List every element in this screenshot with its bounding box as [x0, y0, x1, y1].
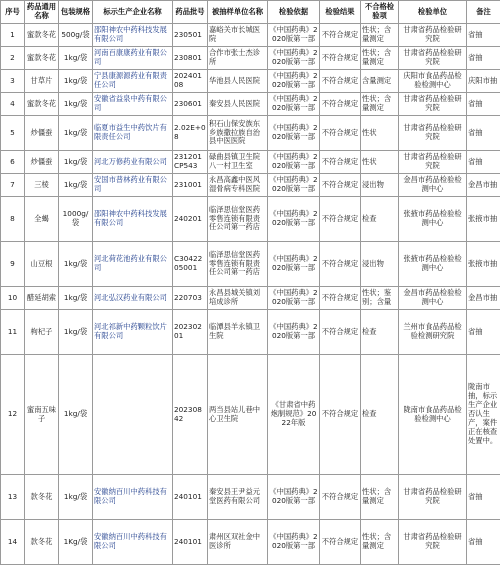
row-lab: 甘肃省药品检验研究院	[399, 116, 467, 151]
row-sampled-unit: 临泽思信堂医药零售连锁有限责任公司第一药店	[208, 197, 268, 242]
row-spec: 1Kg/袋	[59, 520, 93, 565]
row-basis: 《中国药典》2020版第一部	[268, 475, 320, 520]
row-note: 省抽	[467, 47, 500, 70]
row-seq: 4	[1, 93, 25, 116]
row-note: 省抽	[467, 116, 500, 151]
row-result: 不符合规定	[320, 24, 361, 47]
row-sampled-unit: 永昌高鑫中医风湿骨病专科医院	[208, 174, 268, 197]
row-result: 不符合规定	[320, 174, 361, 197]
row-seq: 13	[1, 475, 25, 520]
row-lab: 甘肃省药品检验研究院	[399, 93, 467, 116]
header-seq: 序号	[1, 1, 25, 24]
row-maker: 河北祁新中药颗粒饮片有限公司	[93, 310, 173, 355]
row-maker: 河北荷花池药业有限公司	[93, 242, 173, 287]
row-seq: 14	[1, 520, 25, 565]
row-seq: 8	[1, 197, 25, 242]
row-seq: 9	[1, 242, 25, 287]
row-basis: 《中国药典》2020版第一部	[268, 24, 320, 47]
row-lab: 陇南市食品药品检验检测中心	[399, 355, 467, 475]
row-maker: 河南百康康药业有限公司	[93, 47, 173, 70]
row-seq: 12	[1, 355, 25, 475]
row-basis: 《中国药典》2020版第一部	[268, 93, 320, 116]
row-failed-items: 性状	[361, 151, 399, 174]
row-basis: 《甘肃省中药炮制规范》2022年版	[268, 355, 320, 475]
row-maker: 宁县康源源药业有限责任公司	[93, 70, 173, 93]
row-basis: 《中国药典》2020版第一部	[268, 47, 320, 70]
row-failed-items: 性状；含量测定	[361, 475, 399, 520]
table-row	[1, 310, 500, 355]
row-drug-name: 枸杞子	[25, 310, 59, 355]
row-maker: 安国市普林药业有限公司	[93, 174, 173, 197]
row-note: 省抽	[467, 310, 500, 355]
table-row	[1, 520, 500, 565]
row-maker: 安徽省益泉中药有限公司	[93, 93, 173, 116]
header-failed-items: 不合格检验项	[361, 1, 399, 24]
row-failed-items: 含量测定	[361, 70, 399, 93]
row-failed-items: 性状	[361, 116, 399, 151]
row-basis: 《中国药典》2020版第一部	[268, 520, 320, 565]
table-row	[1, 24, 500, 47]
row-result: 不符合规定	[320, 287, 361, 310]
row-seq: 11	[1, 310, 25, 355]
table-row	[1, 116, 500, 151]
row-drug-name: 款冬花	[25, 520, 59, 565]
row-note: 庆阳市抽	[467, 70, 500, 93]
row-sampled-unit: 积石山保安族东乡族撒拉族自治县中医医院	[208, 116, 268, 151]
row-drug-name: 蜜款冬花	[25, 93, 59, 116]
header-basis: 检验依据	[268, 1, 320, 24]
row-batch: 240101	[173, 475, 208, 520]
row-batch: 2.02E+08	[173, 116, 208, 151]
row-spec: 1kg/袋	[59, 151, 93, 174]
row-seq: 1	[1, 24, 25, 47]
row-basis: 《中国药典》2020版第一部	[268, 242, 320, 287]
row-sampled-unit: 秦安县人民医院	[208, 93, 268, 116]
row-sampled-unit: 嘉峪关市长城医院	[208, 24, 268, 47]
row-batch: 230601	[173, 93, 208, 116]
row-maker: 安徽纳百川中药科技有限公司	[93, 475, 173, 520]
row-basis: 《中国药典》2020版第一部	[268, 287, 320, 310]
table-row	[1, 93, 500, 116]
row-spec: 1kg/袋	[59, 287, 93, 310]
row-lab: 张掖市药品检验检测中心	[399, 242, 467, 287]
table-row	[1, 475, 500, 520]
row-drug-name: 蜜南五味子	[25, 355, 59, 475]
row-result: 不符合规定	[320, 116, 361, 151]
row-result: 不符合规定	[320, 70, 361, 93]
header-maker: 标示生产企业名称	[93, 1, 173, 24]
row-sampled-unit: 两当县站儿巷中心卫生院	[208, 355, 268, 475]
row-spec: 500g/袋	[59, 24, 93, 47]
row-maker: 安徽纳百川中药科技有限公司	[93, 520, 173, 565]
row-spec: 1kg/袋	[59, 242, 93, 287]
row-result: 不符合规定	[320, 93, 361, 116]
row-failed-items: 检查	[361, 197, 399, 242]
row-result: 不符合规定	[320, 475, 361, 520]
row-sampled-unit: 华池县人民医院	[208, 70, 268, 93]
row-drug-name: 全蝎	[25, 197, 59, 242]
row-lab: 甘肃省药品检验研究院	[399, 475, 467, 520]
row-basis: 《中国药典》2020版第一部	[268, 197, 320, 242]
row-batch: 20230842	[173, 355, 208, 475]
header-spec: 包装规格	[59, 1, 93, 24]
row-spec: 1000g/袋	[59, 197, 93, 242]
row-batch: 20240108	[173, 70, 208, 93]
header-lab: 检验单位	[399, 1, 467, 24]
row-spec: 1kg/袋	[59, 310, 93, 355]
row-sampled-unit: 秦安县王尹益元堂医药有限公司	[208, 475, 268, 520]
row-basis: 《中国药典》2020版第一部	[268, 151, 320, 174]
table-row	[1, 151, 500, 174]
row-drug-name: 蜜款冬花	[25, 24, 59, 47]
row-batch: 231201CP543	[173, 151, 208, 174]
row-note: 省抽	[467, 475, 500, 520]
row-drug-name: 蜜款冬花	[25, 47, 59, 70]
row-failed-items: 性状；含量测定	[361, 520, 399, 565]
row-note: 金昌市抽	[467, 287, 500, 310]
row-result: 不符合规定	[320, 197, 361, 242]
row-sampled-unit: 肃州区双社金中医诊所	[208, 520, 268, 565]
table-row	[1, 174, 500, 197]
table-row	[1, 242, 500, 287]
header-row	[1, 1, 500, 24]
row-result: 不符合规定	[320, 310, 361, 355]
row-lab: 金昌市药品检验检测中心	[399, 174, 467, 197]
row-drug-name: 山豆根	[25, 242, 59, 287]
row-basis: 《中国药典》2020版第一部	[268, 310, 320, 355]
row-seq: 2	[1, 47, 25, 70]
row-batch: 230501	[173, 24, 208, 47]
row-failed-items: 性状；含量测定	[361, 47, 399, 70]
row-lab: 甘肃省药品检验研究院	[399, 24, 467, 47]
row-note: 张掖市抽	[467, 242, 500, 287]
row-drug-name: 款冬花	[25, 475, 59, 520]
row-note: 陇南市抽，标示生产企业否认生产，案件正在核查处置中。	[467, 355, 500, 475]
table-row	[1, 287, 500, 310]
row-failed-items: 性状；含量测定	[361, 24, 399, 47]
row-lab: 甘肃省药品检验研究院	[399, 47, 467, 70]
row-sampled-unit: 碌曲县镇卫生院八一村卫生室	[208, 151, 268, 174]
row-sampled-unit: 永昌县城关镇刘培成诊所	[208, 287, 268, 310]
row-spec: 1kg/袋	[59, 174, 93, 197]
row-basis: 《中国药典》2020版第一部	[268, 174, 320, 197]
row-spec: 1kg/袋	[59, 475, 93, 520]
row-sampled-unit: 临泽思信堂医药零售连锁有限责任公司第一药店	[208, 242, 268, 287]
row-note: 省抽	[467, 520, 500, 565]
row-failed-items: 检查	[361, 355, 399, 475]
header-sampled-unit: 被抽样单位名称	[208, 1, 268, 24]
row-seq: 7	[1, 174, 25, 197]
row-seq: 3	[1, 70, 25, 93]
row-lab: 兰州市食品药品检验检测研究院	[399, 310, 467, 355]
table-row	[1, 47, 500, 70]
table-row	[1, 355, 500, 475]
row-batch: 230801	[173, 47, 208, 70]
row-note: 金昌市抽	[467, 174, 500, 197]
row-lab: 金昌市药品检验检测中心	[399, 287, 467, 310]
row-sampled-unit: 合作市张士杰诊所	[208, 47, 268, 70]
row-lab: 张掖市药品检验检测中心	[399, 197, 467, 242]
row-seq: 5	[1, 116, 25, 151]
row-maker: 邵阳神农中药科技发展有限公司	[93, 197, 173, 242]
row-drug-name: 甘草片	[25, 70, 59, 93]
row-drug-name: 三棱	[25, 174, 59, 197]
row-maker: 河北万修药业有限公司	[93, 151, 173, 174]
row-lab: 甘肃省药品检验研究院	[399, 520, 467, 565]
row-batch: C3042205001	[173, 242, 208, 287]
row-basis: 《中国药典》2020版第一部	[268, 70, 320, 93]
row-note: 省抽	[467, 24, 500, 47]
row-failed-items: 浸出物	[361, 242, 399, 287]
row-drug-name: 炒僵蚕	[25, 151, 59, 174]
row-note: 省抽	[467, 93, 500, 116]
header-drug-name: 药品通用名称	[25, 1, 59, 24]
row-result: 不符合规定	[320, 47, 361, 70]
header-note: 备注	[467, 1, 500, 24]
row-spec: 1kg/袋	[59, 70, 93, 93]
row-maker: 临夏市益生中药饮片有限责任公司	[93, 116, 173, 151]
row-batch: 240101	[173, 520, 208, 565]
row-spec: 1kg/袋	[59, 355, 93, 475]
row-seq: 6	[1, 151, 25, 174]
row-sampled-unit: 临潭县羊永镇卫生院	[208, 310, 268, 355]
row-result: 不符合规定	[320, 151, 361, 174]
row-failed-items: 性状；鉴别；含量	[361, 287, 399, 310]
row-result: 不符合规定	[320, 520, 361, 565]
row-lab: 甘肃省药品检验研究院	[399, 151, 467, 174]
row-batch: 220703	[173, 287, 208, 310]
row-lab: 庆阳市食品药品检验检测中心	[399, 70, 467, 93]
row-seq: 10	[1, 287, 25, 310]
row-maker	[93, 355, 173, 475]
row-batch: 20230201	[173, 310, 208, 355]
header-batch: 药品批号	[173, 1, 208, 24]
row-batch: 231001	[173, 174, 208, 197]
row-basis: 《中国药典》2020版第一部	[268, 116, 320, 151]
row-spec: 1kg/袋	[59, 93, 93, 116]
row-failed-items: 检查	[361, 310, 399, 355]
row-drug-name: 炒僵蚕	[25, 116, 59, 151]
row-result: 不符合规定	[320, 355, 361, 475]
table-row	[1, 70, 500, 93]
row-failed-items: 浸出物	[361, 174, 399, 197]
row-batch: 240201	[173, 197, 208, 242]
table-row	[1, 197, 500, 242]
header-result: 检验结果	[320, 1, 361, 24]
row-maker: 邵阳神农中药科技发展有限公司	[93, 24, 173, 47]
row-failed-items: 性状；含量测定	[361, 93, 399, 116]
row-spec: 1kg/袋	[59, 47, 93, 70]
row-note: 张掖市抽	[467, 197, 500, 242]
row-spec: 1kg/袋	[59, 116, 93, 151]
row-maker: 河北弘汉药业有限公司	[93, 287, 173, 310]
row-result: 不符合规定	[320, 242, 361, 287]
row-note: 省抽	[467, 151, 500, 174]
row-drug-name: 醋延胡索	[25, 287, 59, 310]
